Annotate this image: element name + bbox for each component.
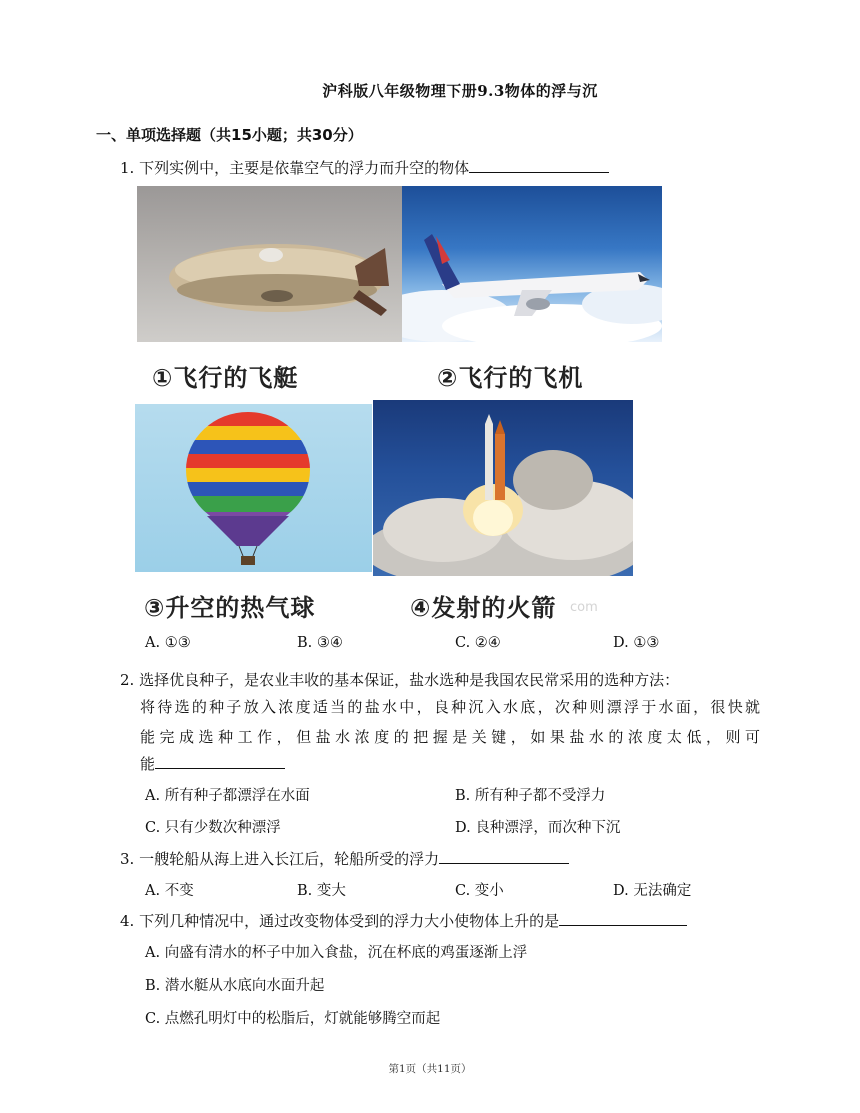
- caption-rocket: ④发射的火箭: [410, 594, 557, 622]
- answer-blank[interactable]: [155, 754, 285, 769]
- q3-option-d[interactable]: D. 无法确定: [613, 883, 692, 899]
- q3-option-c[interactable]: C. 变小: [455, 883, 504, 899]
- caption-airship: ①飞行的飞艇: [152, 364, 299, 392]
- question-2-tail: 能: [140, 755, 156, 773]
- q2-option-b[interactable]: B. 所有种子都不受浮力: [455, 788, 606, 804]
- caption-hot-air-balloon: ③升空的热气球: [144, 594, 316, 622]
- airship-photo: [137, 186, 402, 342]
- q1-option-d[interactable]: D. ①③: [613, 635, 660, 651]
- document-title: 沪科版八年级物理下册9.3物体的浮与沉: [322, 82, 598, 100]
- question-2-line-2: 将待选的种子放入浓度适当的盐水中，良种沉入水底，次种则漂浮于水面，很快就: [140, 698, 760, 716]
- question-4-stem: 4. 下列几种情况中，通过改变物体受到的浮力大小使物体上升的是: [120, 912, 560, 930]
- section-heading: 一、单项选择题（共15小题；共30分）: [96, 126, 363, 144]
- q3-option-b[interactable]: B. 变大: [297, 883, 346, 899]
- q1-option-c[interactable]: C. ②④: [455, 635, 501, 651]
- q4-option-a[interactable]: A. 向盛有清水的杯子中加入食盐，沉在杯底的鸡蛋逐渐上浮: [145, 945, 528, 961]
- answer-blank[interactable]: [439, 849, 569, 864]
- q4-option-c[interactable]: C. 点燃孔明灯中的松脂后，灯就能够腾空而起: [145, 1011, 441, 1027]
- question-1: [120, 158, 609, 179]
- question-2-line-4: [140, 754, 285, 775]
- question-4: [120, 911, 687, 932]
- question-3: [120, 849, 569, 870]
- question-1-stem: 1. 下列实例中，主要是依靠空气的浮力而升空的物体: [120, 159, 470, 177]
- hot-air-balloon-photo: [135, 404, 372, 572]
- q1-option-b[interactable]: B. ③④: [297, 635, 343, 651]
- q1-option-a[interactable]: A. ①③: [145, 635, 191, 651]
- page-footer: 第1页（共11页）: [388, 1063, 472, 1075]
- q2-option-a[interactable]: A. 所有种子都漂浮在水面: [145, 788, 310, 804]
- question-1-figure: [130, 186, 670, 626]
- q2-option-c[interactable]: C. 只有少数次种漂浮: [145, 820, 281, 836]
- watermark-text: com: [570, 600, 598, 615]
- answer-blank[interactable]: [469, 158, 609, 173]
- question-3-stem: 3. 一艘轮船从海上进入长江后，轮船所受的浮力: [120, 850, 440, 868]
- caption-airplane: ②飞行的飞机: [437, 364, 584, 392]
- rocket-launch-photo: [373, 400, 633, 576]
- q4-option-b[interactable]: B. 潜水艇从水底向水面升起: [145, 978, 325, 994]
- q3-option-a[interactable]: A. 不变: [145, 883, 194, 899]
- q2-option-d[interactable]: D. 良种漂浮，而次种下沉: [455, 820, 621, 836]
- airplane-photo: [402, 186, 662, 342]
- question-2-line-1: 2. 选择优良种子，是农业丰收的基本保证，盐水选种是我国农民常采用的选种方法：: [120, 671, 680, 689]
- answer-blank[interactable]: [559, 911, 687, 926]
- question-2-line-3: 能完成选种工作，但盐水浓度的把握是关键，如果盐水的浓度太低，则可: [140, 728, 760, 746]
